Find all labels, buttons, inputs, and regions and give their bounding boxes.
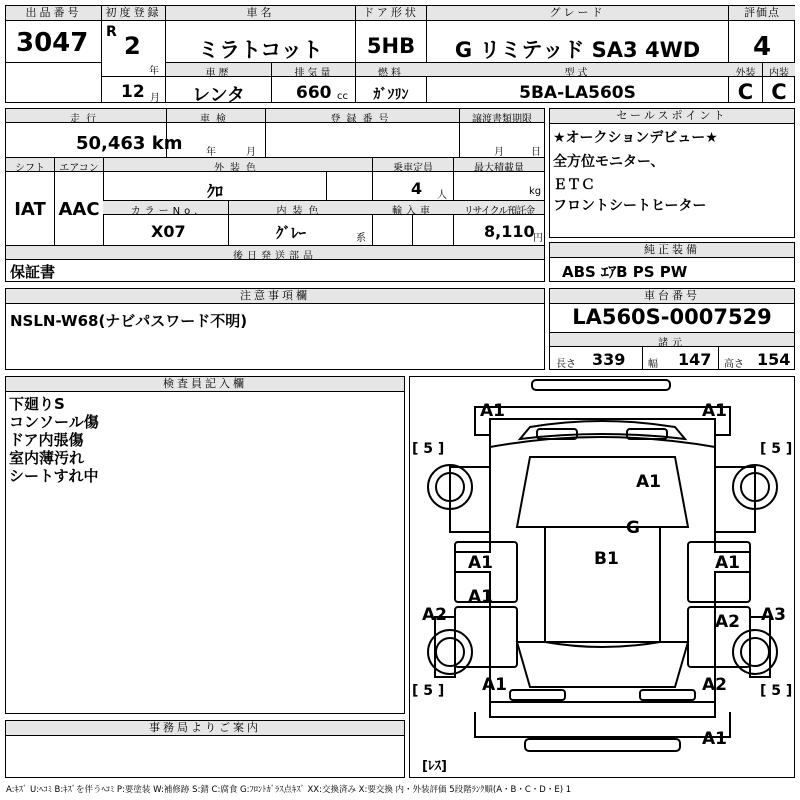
exterior-grade: C — [737, 80, 754, 104]
inspector-block — [5, 376, 405, 714]
damage-mark: A1 — [636, 472, 661, 492]
sales-points-block — [549, 108, 795, 238]
chassis-number: LA560S-0007529 — [572, 305, 772, 329]
inspection-label: 車検 — [200, 114, 232, 125]
import-label: 輸入車 — [392, 206, 434, 217]
capacity-label: 乗車定員 — [393, 163, 433, 174]
month-unit: 月 — [150, 93, 160, 104]
door-type: 5HB — [366, 34, 416, 58]
damage-mark: [ 5 ] — [760, 441, 793, 457]
color-number: X07 — [151, 222, 186, 241]
era-mark: R — [106, 24, 117, 40]
later-parts-label: 後日発送部品 — [233, 251, 317, 262]
inspector-note: シートすれ中 — [9, 467, 99, 485]
caution-value: NSLN-W68(ナビパスワード不明) — [10, 312, 248, 330]
length-label: 長さ — [556, 359, 576, 370]
chassis-label: 車台番号 — [550, 289, 794, 304]
mileage: 50,463 km — [76, 133, 183, 154]
max-load-unit: kg — [529, 186, 542, 197]
lot-number-label: 出品番号 — [6, 6, 101, 21]
inspection-year-unit: 年 — [206, 147, 216, 158]
car-name-label: 車名 — [166, 6, 355, 21]
damage-mark: [ 5 ] — [760, 683, 793, 699]
length-value: 339 — [592, 350, 626, 369]
damage-mark: A1 — [480, 401, 505, 421]
height-label: 高さ — [724, 359, 744, 370]
score-label: 評価点 — [729, 6, 795, 21]
first-registration-year: 2 — [124, 32, 141, 60]
mileage-label: 走行 — [70, 114, 102, 125]
damage-mark: [ 5 ] — [412, 441, 445, 457]
damage-mark: A2 — [715, 612, 740, 632]
damage-mark: G — [626, 518, 640, 538]
transfer-day-unit: 日 — [531, 147, 541, 158]
width-value: 147 — [678, 350, 712, 369]
office-label: 事務局よりご案内 — [6, 721, 404, 736]
later-parts-value: 保証書 — [10, 263, 56, 281]
inspector-note: 室内薄汚れ — [9, 449, 85, 467]
specs-label: 諸元 — [658, 338, 686, 349]
door-type-label: ドア形状 — [356, 6, 426, 21]
displacement-label: 排気量 — [294, 68, 334, 79]
car-outline-diagram — [410, 377, 794, 777]
fuel-type: ｶﾞｿﾘﾝ — [373, 87, 409, 103]
capacity: 4 — [411, 179, 423, 198]
exterior-grade-label: 外装 — [735, 68, 756, 79]
shift-label: シフト — [15, 163, 45, 174]
auction-score: 4 — [752, 32, 772, 62]
car-name: ミラトコット — [198, 38, 323, 62]
damage-mark: A2 — [422, 605, 447, 625]
inspector-label: 検査員記入欄 — [6, 377, 404, 392]
transfer-month-unit: 月 — [494, 147, 504, 158]
damage-mark: A1 — [468, 553, 493, 573]
damage-mark: A1 — [482, 675, 507, 695]
grade-label: グレード — [427, 6, 728, 21]
damage-mark: A1 — [715, 553, 740, 573]
displacement: 660 — [296, 83, 332, 103]
width-label: 幅 — [648, 359, 658, 370]
transfer-deadline-label: 譲渡書類期限 — [472, 114, 532, 125]
sales-point-line: 全方位モニター、 — [553, 154, 665, 170]
equipment-label: 純正装備 — [550, 243, 794, 258]
registration-number-label: 登録番号 — [330, 114, 395, 125]
damage-mark: [ 5 ] — [412, 683, 445, 699]
legend-text: A:ｷｽﾞ U:ﾍｺﾐ B:ｷｽﾞを伴うﾍｺﾐ P:要塗装 W:補修跡 S:錆 C:腐食 G:ﾌﾛﾝﾄｶﾞﾗｽ点ｷｽﾞ XX:交換済み X:要交換 内・外装評価 5段階ﾗﾝｸ順(A・B・C・D・E) 1 — [6, 785, 572, 795]
exterior-color: ｸﾛ — [206, 182, 223, 201]
shift-type: IAT — [14, 199, 46, 220]
exterior-color-label: 外装色 — [214, 163, 262, 174]
fuel-label: 燃料 — [378, 68, 404, 79]
office-block — [5, 720, 405, 778]
inspection-month-unit: 月 — [246, 147, 256, 158]
damage-mark: [ﾚｽ] — [422, 759, 447, 774]
damage-mark: A2 — [702, 675, 727, 695]
first-registration-label: 初度登録 — [102, 6, 165, 21]
height-value: 154 — [757, 350, 791, 369]
color-number-label: カラーNo. — [130, 206, 202, 217]
caution-label: 注意事項欄 — [6, 289, 544, 304]
caution-block — [5, 288, 545, 370]
interior-color: ｸﾞﾚｰ — [276, 224, 307, 242]
inspector-note: コンソール傷 — [9, 413, 99, 431]
recycle-label: リサイクル預託金 — [463, 206, 535, 217]
grade: G リミテッド SA3 4WD — [454, 38, 701, 62]
equipment-value: ABS ｴｱB PS PW — [562, 263, 688, 281]
interior-color-label: 内装色 — [276, 206, 325, 217]
displacement-unit: cc — [337, 91, 348, 102]
vehicle-info-block — [5, 108, 545, 282]
damage-mark: A1 — [702, 401, 727, 421]
equipment-block — [549, 242, 795, 282]
history-label: 車歴 — [205, 68, 232, 79]
damage-diagram — [409, 376, 795, 778]
sales-point-line: フロントシートヒーター — [553, 198, 707, 214]
recycle-fee-unit: 円 — [533, 233, 543, 244]
inspector-note: ドア内張傷 — [9, 431, 84, 449]
aircon-type: AAC — [58, 199, 100, 220]
year-unit: 年 — [149, 66, 159, 77]
model-code: 5BA-LA560S — [519, 83, 636, 103]
damage-mark: A1 — [702, 729, 727, 749]
sales-point-line: ＥＴＣ — [553, 177, 595, 193]
max-load-label: 最大積載量 — [474, 163, 524, 174]
damage-mark: B1 — [594, 549, 619, 569]
inspector-note: 下廻りS — [9, 395, 65, 413]
interior-grade: C — [771, 80, 787, 104]
sales-point-line: ★オークションデビュー★ — [553, 130, 718, 146]
first-registration-month: 12 — [121, 82, 145, 102]
header-block — [5, 5, 795, 106]
sales-points-label: セールスポイント — [550, 109, 794, 124]
interior-grade-label: 内装 — [769, 68, 789, 79]
interior-color-suffix: 系 — [356, 233, 366, 244]
car-history: レンタ — [192, 85, 245, 106]
lot-number: 3047 — [16, 28, 89, 58]
aircon-label: エアコン — [59, 163, 99, 174]
damage-mark: A1 — [468, 587, 493, 607]
model-label: 型式 — [564, 68, 591, 79]
damage-mark: A3 — [761, 605, 786, 625]
chassis-block — [549, 288, 795, 370]
capacity-unit: 人 — [437, 190, 447, 201]
recycle-fee: 8,110 — [484, 222, 535, 241]
